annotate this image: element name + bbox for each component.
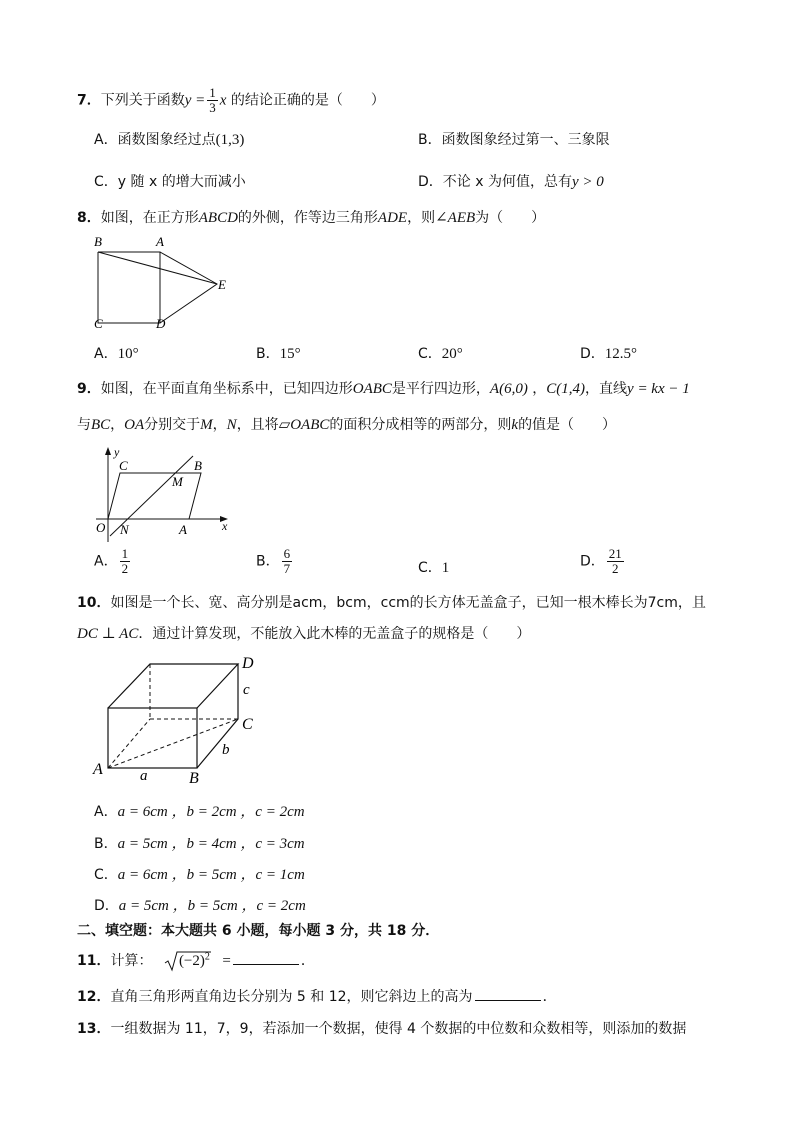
fraction	[207, 86, 218, 115]
math-text: x	[219, 92, 227, 109]
stem-text: 为（ ）	[475, 210, 546, 226]
option-label: D．	[580, 346, 605, 362]
fraction-denominator: 7	[283, 561, 291, 576]
option-label: B．	[418, 132, 442, 148]
math-text: N	[226, 417, 237, 433]
box-top-edges	[108, 664, 238, 708]
option-label: A．	[94, 553, 118, 570]
option-label: B．	[256, 346, 280, 362]
math-text: M	[200, 417, 213, 433]
answer-blank[interactable]	[233, 952, 299, 965]
option-label: D．	[580, 553, 605, 570]
option-label: B．	[94, 836, 118, 852]
option-b[interactable]	[256, 343, 301, 363]
stem-text: 分别交于	[144, 417, 201, 433]
stem-text: 的面积分成相等的两部分，则	[329, 417, 512, 433]
option-value: 10°	[117, 346, 139, 362]
math-text: C(1,4)	[546, 381, 586, 397]
option-c[interactable]	[94, 171, 246, 191]
question-10-stem-line2	[77, 623, 530, 643]
label-d: D	[242, 655, 254, 672]
square-triangle-figure	[88, 232, 238, 332]
math-text: y = kx − 1	[627, 381, 690, 397]
option-text: 函数图象经过点	[117, 132, 216, 148]
label-e: E	[218, 277, 226, 292]
stem-text: 如图，在平面直角坐标系中，已知四边形	[100, 381, 353, 397]
option-value: 1	[441, 560, 450, 576]
math-text: y =	[184, 92, 206, 109]
label-b: B	[194, 458, 202, 473]
option-label: A．	[94, 132, 118, 148]
stem-text: 的外侧，作等边三角形	[237, 210, 378, 226]
fraction	[282, 547, 293, 576]
question-12	[77, 986, 557, 1006]
question-number: 11．	[77, 953, 111, 969]
option-c[interactable]	[94, 863, 305, 884]
square-abcd	[98, 252, 160, 323]
option-text: 不论 x 为何值，总有	[442, 174, 572, 190]
question-7-stem	[77, 86, 385, 115]
option-a[interactable]	[94, 343, 139, 363]
stem-text: 计算：	[110, 953, 153, 969]
parallelogram-oabc	[108, 473, 201, 519]
option-label: C．	[94, 867, 118, 883]
question-number: 9．	[77, 381, 101, 397]
label-b-width: b	[222, 742, 230, 758]
fraction-numerator: 1	[209, 85, 216, 100]
punctuation: ．	[300, 953, 315, 969]
stem-text: 的值是（ ）	[518, 417, 617, 433]
option-label: C．	[94, 174, 118, 190]
label-a-length: a	[140, 768, 148, 784]
label-c-height: c	[243, 682, 250, 698]
fraction-numerator: 1	[121, 546, 129, 561]
question-9-stem-line2	[77, 414, 616, 434]
stem-text: 直角三角形两直角边长分别为 5 和 12，则它斜边上的高为	[110, 989, 473, 1005]
option-label: C．	[418, 346, 442, 362]
option-text: 函数图象经过第一、三象限	[441, 132, 610, 148]
option-label: A．	[94, 346, 118, 362]
hidden-edge-left	[108, 719, 150, 768]
fraction-numerator: 6	[283, 546, 291, 561]
box-figure	[90, 652, 270, 788]
fraction-denominator: 2	[612, 561, 619, 576]
question-number: 12．	[77, 989, 111, 1005]
label-d: D	[156, 316, 166, 331]
option-b[interactable]	[94, 832, 305, 853]
question-number: 7．	[77, 92, 101, 109]
stem-text: ．通过计算发现，不能放入此木棒的无盖盒子的规格是（ ）	[138, 626, 531, 642]
fraction-denominator: 3	[209, 100, 216, 115]
option-text: a = 5cm ，b = 5cm ，c = 2cm	[118, 898, 306, 914]
option-a[interactable]	[94, 800, 305, 821]
option-text: y 随 x 的增大而减小	[117, 174, 246, 190]
option-value: 12.5°	[604, 346, 638, 362]
label-b: B	[94, 234, 102, 249]
option-b[interactable]	[256, 547, 294, 576]
stem-text: ，且将	[236, 417, 279, 433]
question-8-stem	[77, 207, 545, 227]
math-text: ∠AEB	[435, 210, 476, 226]
option-a[interactable]	[94, 547, 132, 576]
option-label: C．	[418, 560, 442, 576]
math-text: ABCD	[198, 210, 238, 226]
stem-text: ，	[110, 417, 125, 433]
option-a[interactable]	[94, 129, 244, 149]
section-heading: 二、填空题：本大题共 6 小题，每小题 3 分，共 18 分．	[77, 923, 440, 939]
punctuation: ．	[542, 989, 557, 1005]
stem-text: ，直线	[585, 381, 628, 397]
option-d[interactable]	[580, 547, 626, 576]
label-m: M	[172, 474, 183, 489]
stem-text: 与	[77, 417, 91, 433]
fraction	[607, 547, 624, 576]
math-text: ADE	[377, 210, 408, 226]
question-11	[77, 950, 315, 972]
label-b-point: B	[189, 770, 199, 787]
stem-text: 一组数据为 11，7，9，若添加一个数据，使得 4 个数据的中位数和众数相等，则添加的数据	[110, 1021, 687, 1037]
question-number: 13．	[77, 1021, 111, 1037]
label-a: A	[179, 522, 187, 537]
option-label: A．	[94, 804, 118, 820]
label-n: N	[120, 522, 129, 537]
option-d[interactable]	[580, 343, 637, 363]
label-c: C	[119, 458, 128, 473]
math-text: (1,3)	[215, 132, 245, 148]
question-number: 8．	[77, 210, 101, 226]
option-b[interactable]	[418, 129, 610, 149]
option-text: a = 6cm ，b = 2cm ，c = 2cm	[117, 804, 305, 820]
label-a-point: A	[93, 761, 103, 778]
fraction	[120, 547, 131, 576]
triangle-ade	[160, 252, 217, 323]
option-c[interactable]	[418, 557, 449, 577]
answer-blank[interactable]	[475, 988, 541, 1001]
option-c[interactable]	[418, 343, 463, 363]
label-c: C	[94, 316, 103, 331]
math-text: k	[511, 417, 519, 433]
fraction-numerator: 21	[608, 546, 622, 561]
diagonal-ac	[108, 719, 238, 768]
math-text: BC	[91, 417, 111, 433]
equals-sign: =	[222, 953, 231, 969]
question-number: 10．	[77, 595, 111, 611]
option-text: a = 5cm ，b = 4cm ，c = 3cm	[117, 836, 305, 852]
option-label: D．	[94, 898, 119, 914]
stem-text: 如图是一个长、宽、高分别是acm，bcm，ccm的长方体无盖盒子，已知一根木棒长为7cm，且	[110, 595, 706, 611]
option-value: 15°	[279, 346, 301, 362]
option-value: 20°	[441, 346, 463, 362]
fraction-denominator: 2	[121, 561, 129, 576]
box-right-edges	[197, 664, 238, 768]
stem-text: 下列关于函数	[100, 92, 185, 109]
option-d[interactable]	[94, 894, 306, 915]
stem-text: 的结论正确的是（ ）	[230, 92, 385, 109]
stem-text: 是平行四边形，	[391, 381, 490, 397]
question-9-stem-line1: 9．如图，在平面直角坐标系中，已知四边形OABC是平行四边形，A(6,0) ，C(1,4)，直线y = kx − 1	[77, 381, 690, 397]
stem-text: 如图，在正方形	[100, 210, 199, 226]
math-text: A(6,0)	[489, 381, 528, 397]
label-x: x	[222, 519, 228, 533]
option-label: B．	[256, 553, 280, 570]
option-d[interactable]	[418, 171, 604, 191]
math-text: OABC	[352, 381, 392, 397]
segment-be	[98, 252, 217, 284]
math-text: y > 0	[571, 174, 604, 190]
radicand: (−2)	[178, 953, 205, 969]
stem-text: ，则	[407, 210, 436, 226]
label-y: y	[114, 445, 120, 459]
coordinate-figure	[90, 444, 240, 544]
question-10-stem-line1	[77, 592, 706, 612]
y-axis-arrow	[105, 447, 111, 455]
math-text: ▱OABC	[278, 417, 330, 433]
math-text: DC ⊥ AC	[77, 626, 139, 642]
label-c-point: C	[242, 716, 253, 733]
question-13	[77, 1018, 686, 1038]
label-a: A	[156, 234, 164, 249]
math-text: OA	[124, 417, 145, 433]
option-label: D．	[418, 174, 443, 190]
exponent: 2	[204, 951, 210, 963]
option-text: a = 6cm ，b = 5cm ，c = 1cm	[117, 867, 305, 883]
box-front-face	[108, 708, 197, 768]
label-o: O	[96, 520, 106, 535]
stem-text: ，	[212, 417, 227, 433]
